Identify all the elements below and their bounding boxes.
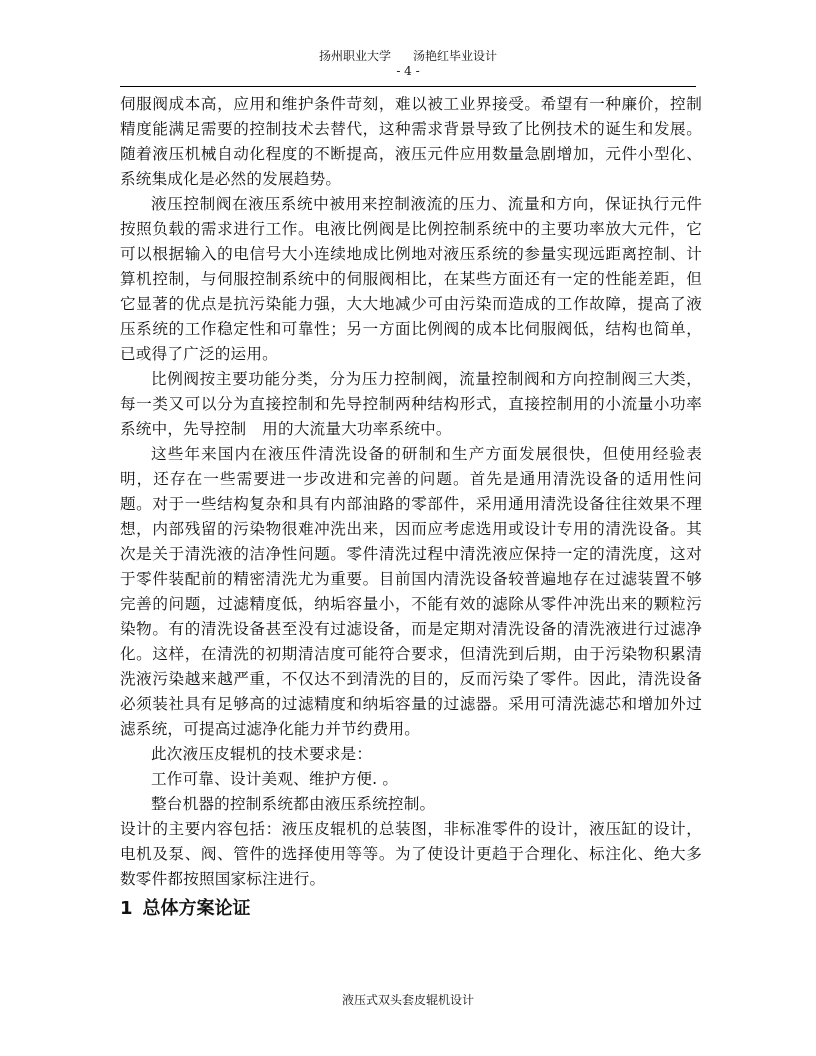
paragraph-5: 此次液压皮辊机的技术要求是：	[151, 745, 373, 763]
page-number: - 4 -	[396, 64, 420, 78]
paragraph-8: 设计的主要内容包括：液压皮辊机的总装图，非标准零件的设计，液压缸的设计，电机及泵、阀、管件的选择使用等等。为了使设计更趋于合理化、标注化、绝大多数零件都按照国家标注进行。	[120, 820, 702, 888]
body-text	[120, 92, 702, 924]
header-author: 汤艳红毕业设计	[413, 49, 498, 63]
page-header	[120, 48, 696, 64]
header-title-line	[120, 48, 696, 64]
paragraph-7: 整台机器的控制系统都由液压系统控制。	[151, 795, 436, 813]
section-heading	[120, 892, 702, 924]
paragraph-1: 伺服阀成本高，应用和维护条件苛刻，难以被工业界接受。希望有一种廉价，控制精度能满足需要的控制技术去替代，这种需求背景导致了比例技术的诞生和发展。随着液压机械自动化程度的不断提高，液压元件应用数量急剧增加，元件小型化、系统集成化是必然的发展趋势。	[120, 95, 702, 188]
paragraph-3: 比例阀按主要功能分类，分为压力控制阀，流量控制阀和方向控制阀三大类，每一类又可以分为直接控制和先导控制两种结构形式，直接控制用的小流量小功率系统中，先导控制 用的大流量大功率系统中。	[120, 370, 702, 438]
paragraph-2: 液压控制阀在液压系统中被用来控制液流的压力、流量和方向，保证执行元件按照负载的需求进行工作。电液比例阀是比例控制系统中的主要功率放大元件，它可以根据输入的电信号大小连续地成比例地对液压系统的参量实现远距离控制、计算机控制，与伺服控制系统中的伺服阀相比，在某些方面还有一定的性能差距，但它显著的优点是抗污染能力强，大大地减少可由污染而造成的工作故障，提高了液压系统的工作稳定性和可靠性；另一方面比例阀的成本比伺服阀低，结构也简单，已或得了广泛的运用。	[120, 195, 702, 363]
paragraph-4: 这些年来国内在液压件清洗设备的研制和生产方面发展很快，但使用经验表明，还存在一些需要进一步改进和完善的问题。首先是通用清洗设备的适用性问题。对于一些结构复杂和具有内部油路的零部件，采用通用清洗设备往往效果不理想，内部残留的污染物很难冲洗出来，因而应考虑选用或设计专用的清洗设备。其次是关于清洗液的洁净性问题。零件清洗过程中清洗液应保持一定的清洗度，这对于零件装配前的精密清洗尤为重要。目前国内清洗设备较普遍地存在过滤装置不够完善的问题，过滤精度低，纳垢容量小，不能有效的滤除从零件冲洗出来的颗粒污染物。有的清洗设备甚至没有过滤设备，而是定期对清洗设备的清洗液进行过滤净化。这样，在清洗的初期清洁度可能符合要求，但清洗到后期，由于污染物积累清洗液污染越来越严重，不仅达不到清洗的目的，反而污染了零件。因此，清洗设备必须装社具有足够高的过滤精度和纳垢容量的过滤器。采用可清洗滤芯和增加外过滤系统，可提高过滤净化能力并节约费用。	[120, 445, 702, 738]
page-footer: 液压式双头套皮辊机设计	[341, 993, 474, 1007]
header-school: 扬州职业大学	[318, 49, 391, 63]
section-number: 1	[120, 898, 133, 919]
header-rule	[120, 86, 696, 87]
paragraph-6: 工作可靠、设计美观、维护方便. 。	[151, 770, 399, 788]
section-title: 总体方案论证	[142, 898, 251, 919]
